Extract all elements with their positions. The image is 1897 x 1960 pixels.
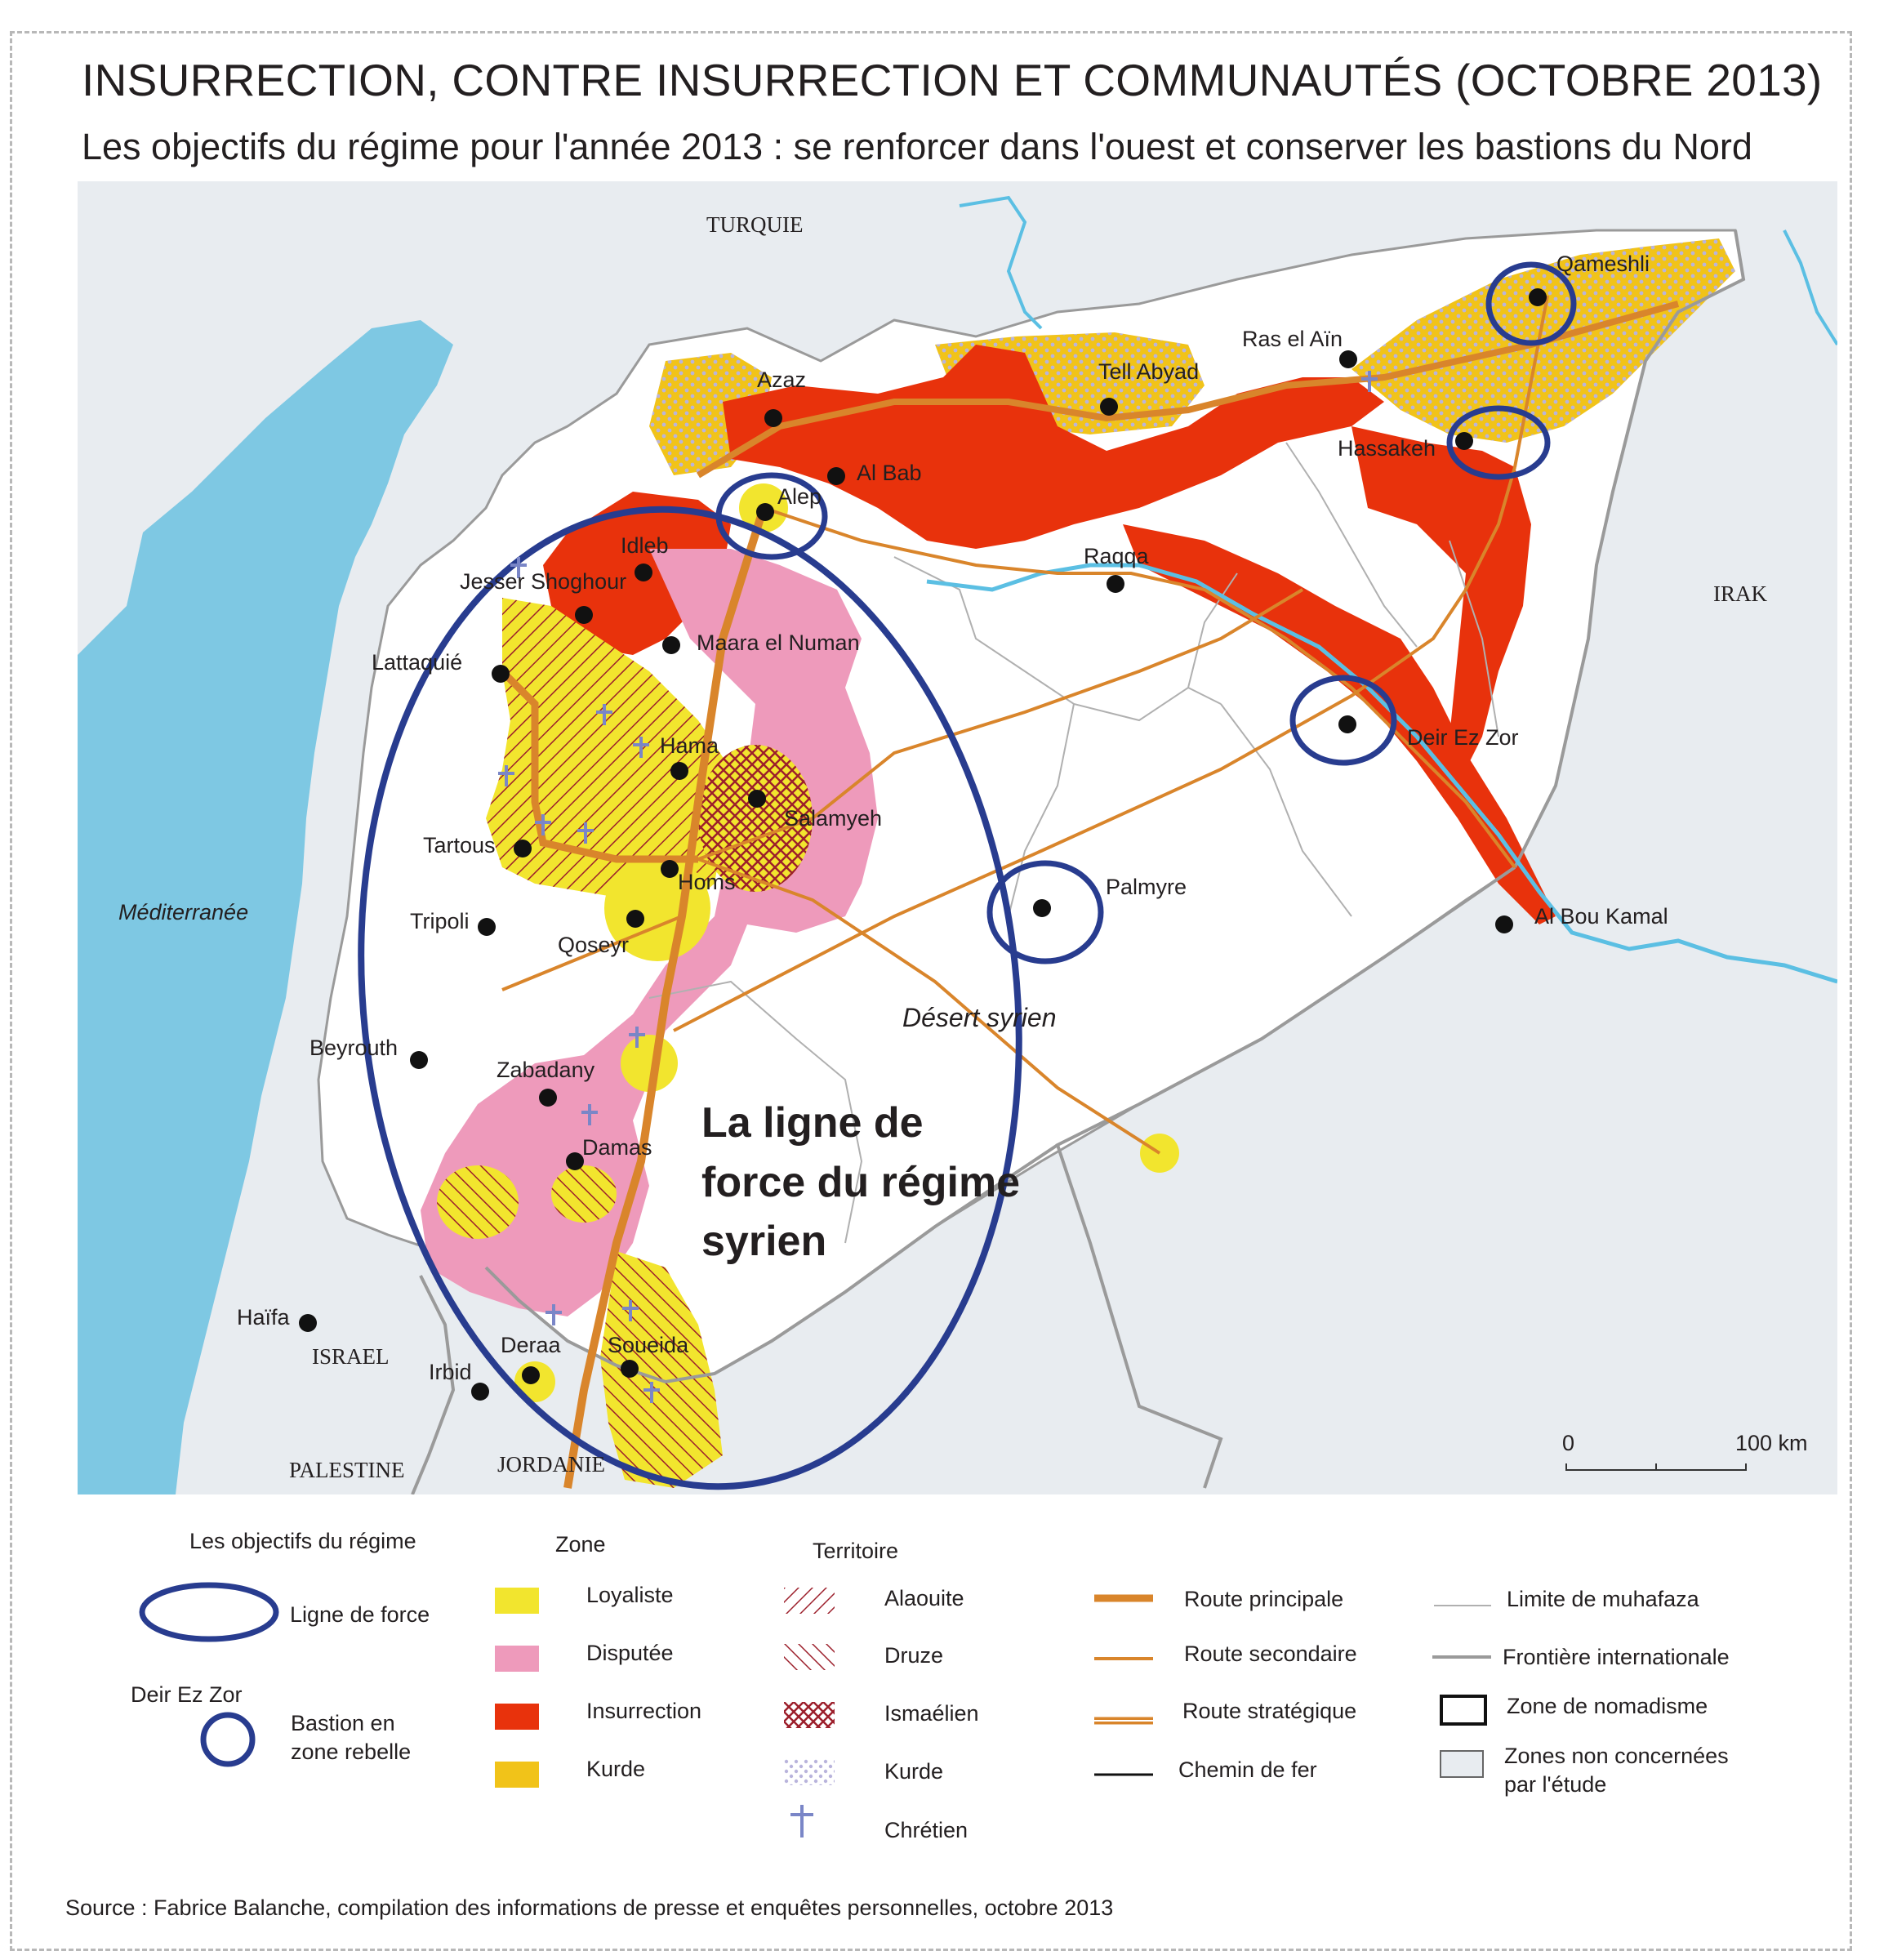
legend-label-loyaliste: Loyaliste: [586, 1583, 674, 1607]
annotation-line-1: La ligne de: [701, 1099, 924, 1147]
legend-label-non-concernees-2: par l'étude: [1504, 1772, 1607, 1797]
druze-territory-jobar-hatch: [551, 1165, 617, 1223]
legend-label-frontiere: Frontière internationale: [1503, 1645, 1730, 1669]
annotation-line-3: syrien: [701, 1218, 827, 1265]
annotation-line-2: force du régime: [701, 1159, 1021, 1206]
legend-label-nomadisme: Zone de nomadisme: [1507, 1694, 1708, 1718]
sea-label: Méditerranée: [118, 900, 249, 924]
legend-label-disputee: Disputée: [586, 1641, 674, 1665]
city-label-hama: Hama: [660, 733, 719, 758]
city-label-tartous: Tartous: [423, 833, 496, 858]
legend-ligne-de-force-label: Ligne de force: [290, 1602, 430, 1627]
legend-label-route-secondaire: Route secondaire: [1184, 1642, 1357, 1666]
legend-label-non-concernees-1: Zones non concernées: [1504, 1744, 1729, 1768]
scale-label-end: 100 km: [1735, 1431, 1808, 1455]
legend-label-muhafaza: Limite de muhafaza: [1507, 1587, 1699, 1611]
legend-label-route-strategique: Route stratégique: [1182, 1699, 1357, 1723]
city-label-palmyre: Palmyre: [1106, 875, 1187, 899]
druze-territory-damas-hatch: [437, 1165, 519, 1239]
city-label-qoseyr: Qoseyr: [558, 933, 630, 957]
syria-map: [78, 181, 1837, 1494]
country-label-jordanie: JORDANIE: [497, 1452, 605, 1477]
legend-bastion-label-1: Bastion en: [291, 1711, 395, 1735]
city-label-soueida: Soueida: [608, 1333, 689, 1357]
country-label-turquie: TURQUIE: [706, 212, 804, 237]
legend-label-kurde-territoire: Kurde: [884, 1759, 944, 1784]
city-label-irbid: Irbid: [429, 1360, 472, 1384]
city-label-salamyeh: Salamyeh: [784, 806, 883, 831]
city-label-al-bou-kamal: Al Bou Kamal: [1534, 904, 1668, 929]
legend-label-alaouite: Alaouite: [884, 1586, 964, 1610]
city-label-zabadany: Zabadany: [497, 1058, 595, 1082]
legend-label-insurrection: Insurrection: [586, 1699, 702, 1723]
city-label-ras-el-ain: Ras el Aïn: [1242, 327, 1343, 351]
city-label-azaz: Azaz: [757, 368, 807, 392]
city-label-beyrouth: Beyrouth: [309, 1036, 399, 1060]
city-label-damas: Damas: [582, 1135, 652, 1160]
city-label-tripoli: Tripoli: [410, 909, 470, 933]
city-label-jesser-shoghour: Jesser Shoghour: [460, 569, 627, 594]
legend-heading-zone: Zone: [555, 1532, 606, 1557]
country-label-irak: IRAK: [1713, 581, 1767, 606]
map-title: INSURRECTION, CONTRE INSURRECTION ET COMMUNAUTÉS (OCTOBRE 2013): [82, 55, 1823, 105]
city-label-lattaquie: Lattaquié: [372, 650, 463, 675]
city-label-al-bab: Al Bab: [857, 461, 922, 485]
legend-label-chemin-de-fer: Chemin de fer: [1178, 1757, 1317, 1782]
legend-label-chretien: Chrétien: [884, 1818, 969, 1842]
legend-label-kurde: Kurde: [586, 1757, 646, 1781]
city-label-haifa: Haïfa: [237, 1305, 290, 1330]
country-label-palestine: PALESTINE: [289, 1458, 405, 1482]
city-label-deir-ez-zor: Deir Ez Zor: [1407, 725, 1519, 750]
city-label-homs: Homs: [678, 870, 736, 894]
legend-heading-territoire: Territoire: [813, 1539, 899, 1563]
legend-bastion-city: Deir Ez Zor: [131, 1682, 243, 1707]
legend-bastion-label-2: zone rebelle: [291, 1740, 412, 1764]
city-label-idleb: Idleb: [621, 533, 669, 558]
legend-label-ismaelien: Ismaélien: [884, 1701, 979, 1726]
city-label-tell-abyad: Tell Abyad: [1098, 359, 1200, 384]
desert-label: Désert syrien: [902, 1003, 1057, 1032]
city-label-alep: Alep: [777, 484, 822, 509]
city-label-deraa: Deraa: [501, 1333, 561, 1357]
city-label-raqqa: Raqqa: [1084, 544, 1149, 568]
city-label-hassakeh: Hassakeh: [1338, 436, 1436, 461]
scale-label-start: 0: [1562, 1431, 1575, 1455]
legend-heading-objectifs: Les objectifs du régime: [189, 1529, 416, 1553]
legend-label-route-principale: Route principale: [1184, 1587, 1344, 1611]
source-note: Source : Fabrice Balanche, compilation des informations de presse et enquêtes personnelles, octobre 2013: [65, 1895, 1114, 1920]
city-label-qameshli: Qameshli: [1556, 252, 1650, 276]
city-label-maara-el-numan: Maara el Numan: [697, 630, 860, 655]
legend-label-druze: Druze: [884, 1643, 944, 1668]
map-subtitle: Les objectifs du régime pour l'année 2013 : se renforcer dans l'ouest et conserver les bastions du Nord: [82, 126, 1752, 167]
country-label-israel: ISRAEL: [312, 1344, 390, 1369]
